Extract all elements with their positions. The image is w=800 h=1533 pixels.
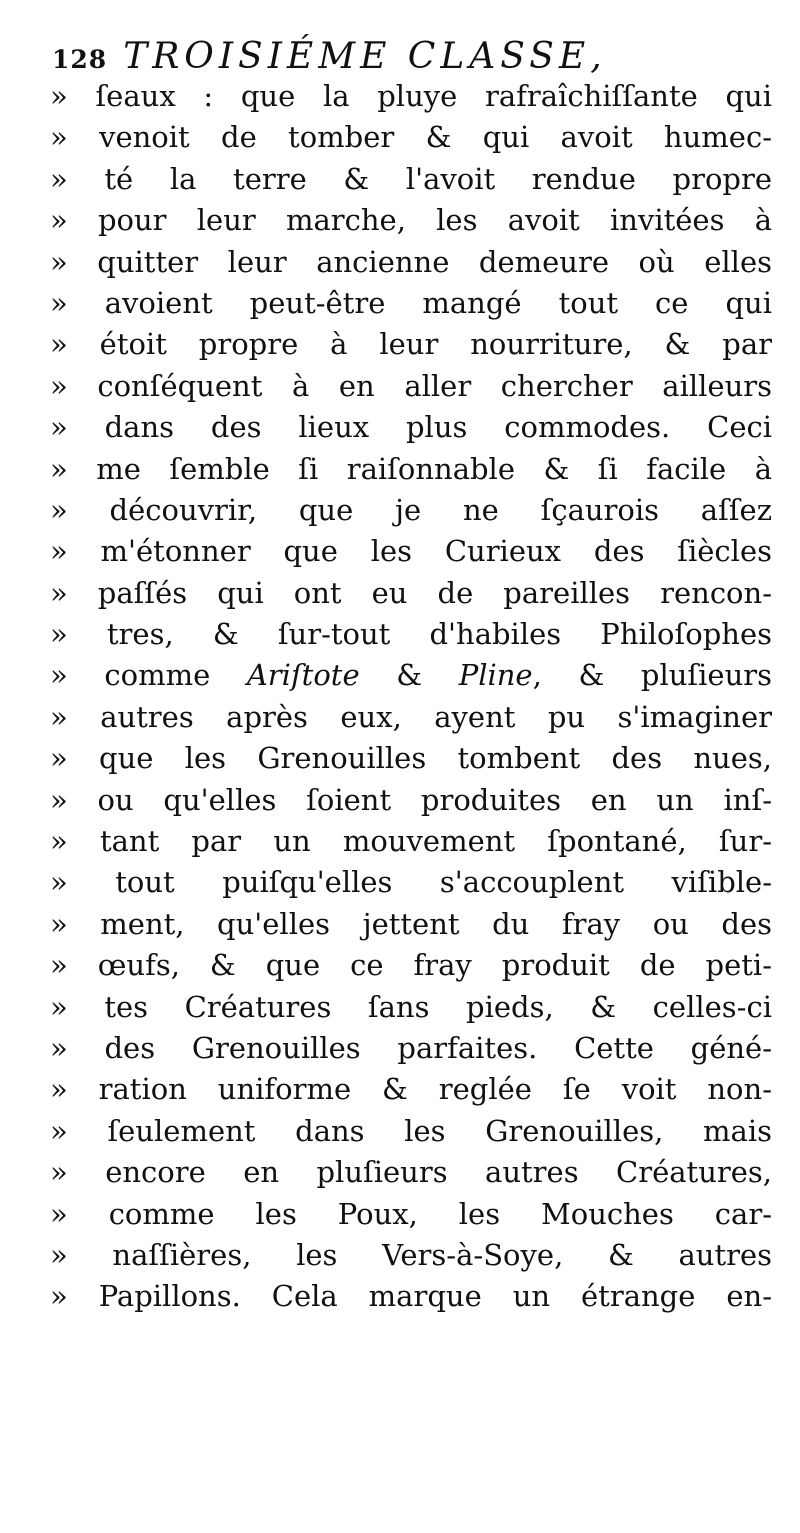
text-line: » autres après eux, ayent pu s'imaginer (50, 699, 772, 734)
text-line: » tres, & ſur-tout d'habiles Philoſophes (50, 617, 772, 652)
body-text (50, 76, 772, 1318)
text-line: » quitter leur ancienne demeure où elles (50, 244, 772, 279)
text-line: » naſſières, les Vers-à-Soye, & autres (50, 1237, 772, 1272)
text-line: » conſéquent à en aller chercher ailleurs (50, 368, 772, 403)
text-line: » paſſés qui ont eu de pareilles rencon- (50, 575, 772, 610)
text-run: & (359, 658, 459, 693)
page-header (52, 36, 772, 76)
text-line: » comme les Poux, les Mouches car- (50, 1196, 772, 1231)
text-line-with-italics (50, 655, 772, 696)
text-line: » des Grenouilles parfaites. Cette géné- (50, 1030, 772, 1065)
text-line: » œufs, & que ce fray produit de peti- (50, 948, 772, 983)
text-line: » tant par un mouvement ſpontané, ſur- (50, 824, 772, 859)
author-name-aristote: Ariſtote (246, 658, 360, 693)
text-line: » étoit propre à leur nourriture, & par (50, 327, 772, 362)
text-line: » avoient peut-être mangé tout ce qui (50, 285, 772, 320)
text-line: » pour leur marche, les avoit invitées à (50, 203, 772, 238)
author-name-pline: Pline (458, 658, 533, 693)
text-line: » Papillons. Cela marque un étrange en- (50, 1279, 772, 1314)
text-line: » me ſemble ſi raiſonnable & ſi facile à (50, 451, 772, 486)
text-run: , & pluſieurs (532, 658, 772, 693)
text-line: » ment, qu'elles jettent du fray ou des (50, 906, 772, 941)
text-line: » ſeulement dans les Grenouilles, mais (50, 1113, 772, 1148)
page-number: 128 (52, 45, 108, 74)
text-line: » ſeaux : que la pluye rafraîchiſſante qui (50, 79, 772, 113)
text-line: » encore en pluſieurs autres Créatures, (50, 1155, 772, 1190)
text-run: » comme (50, 658, 247, 693)
text-line: » tout puiſqu'elles s'accouplent viſible- (50, 865, 772, 900)
running-head: TROISIÉME CLASSE, (123, 36, 607, 77)
text-line: » tes Créatures ſans pieds, & celles-ci (50, 989, 772, 1024)
text-line: » m'étonner que les Curieux des ſiècles (50, 534, 772, 569)
text-line: » venoit de tomber & qui avoit humec- (50, 120, 772, 155)
text-line: » ou qu'elles ſoient produites en un inſ- (50, 782, 772, 817)
text-line: » que les Grenouilles tombent des nues, (50, 741, 772, 776)
text-line: » dans des lieux plus commodes. Ceci (50, 410, 772, 445)
text-line: » découvrir, que je ne ſçaurois aſſez (50, 492, 772, 527)
text-line: » ration uniforme & reglée ſe voit non- (50, 1072, 772, 1107)
text-line: » té la terre & l'avoit rendue propre (50, 161, 772, 196)
